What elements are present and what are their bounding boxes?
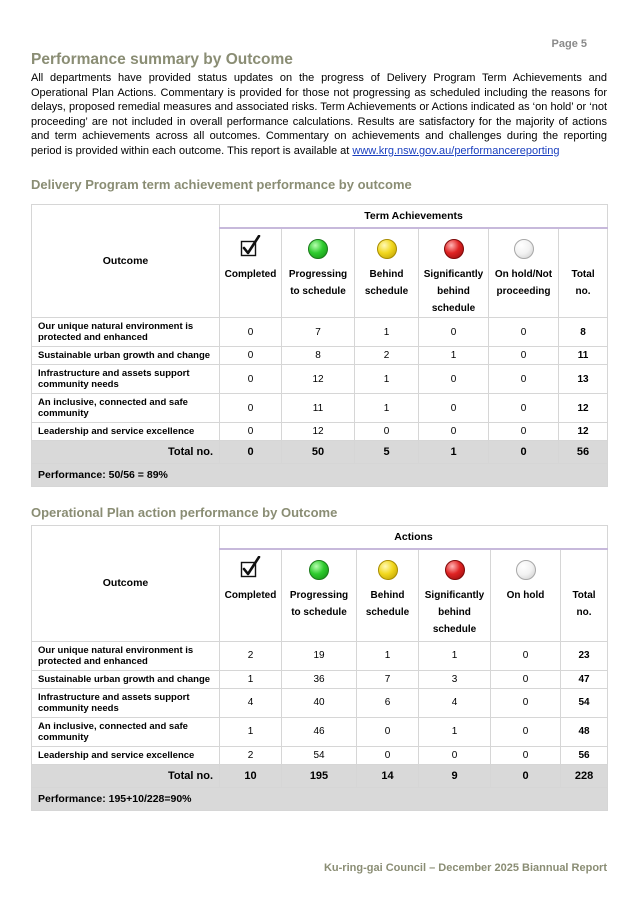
table-cell: 48 [561, 717, 608, 746]
column-header [355, 228, 419, 318]
column-header-line: Total [572, 590, 596, 601]
table-cell: 0 [419, 365, 489, 394]
column-header-line: behind [438, 607, 471, 618]
table-cell: 0 [357, 717, 419, 746]
table-cell: 0 [220, 318, 282, 347]
column-header-line: to schedule [290, 286, 346, 297]
actions-table [31, 525, 608, 811]
table-row [32, 670, 608, 688]
total-label: Total no. [32, 764, 220, 787]
total-row [32, 441, 608, 464]
table-cell: 0 [220, 394, 282, 423]
column-header-line: Completed [224, 269, 277, 280]
column-header [489, 228, 559, 318]
table-cell: 12 [282, 423, 355, 441]
table1-title: Delivery Program term achievement performance by outcome [31, 177, 412, 192]
page-number: Page 5 [551, 38, 587, 50]
column-header-line: schedule [365, 607, 410, 618]
column-header-line: On hold/Not [494, 269, 553, 280]
column-header [282, 228, 355, 318]
column-header-line: behind [437, 286, 470, 297]
table-cell: 54 [561, 688, 608, 717]
group-header: Term Achievements [220, 205, 608, 229]
column-header-line: Total [571, 269, 595, 280]
table-cell: 46 [282, 717, 357, 746]
column-header [561, 549, 608, 641]
table-cell: 2 [220, 641, 282, 670]
table-cell: 54 [282, 746, 357, 764]
table-cell: 0 [491, 717, 561, 746]
table2-title: Operational Plan action performance by Outcome [31, 505, 338, 520]
table-row [32, 746, 608, 764]
column-header-line: to schedule [291, 607, 347, 618]
outcome-name: An inclusive, connected and safe community [32, 394, 220, 423]
table-cell: 0 [357, 746, 419, 764]
total-cell: 10 [220, 764, 282, 787]
outcome-name: Infrastructure and assets support community needs [32, 365, 220, 394]
performance-summary: Performance: 195+10/228=90% [32, 787, 608, 810]
table-cell: 0 [489, 318, 559, 347]
table-cell: 6 [357, 688, 419, 717]
table-cell: 0 [220, 365, 282, 394]
total-cell: 5 [355, 441, 419, 464]
total-cell: 0 [489, 441, 559, 464]
table-row [32, 641, 608, 670]
total-cell: 228 [561, 764, 608, 787]
total-cell: 0 [220, 441, 282, 464]
term-achievement-table [31, 204, 608, 487]
outcome-name: Sustainable urban growth and change [32, 670, 220, 688]
table-cell: 8 [282, 347, 355, 365]
checkbox-tick-icon [240, 235, 262, 263]
table-cell: 1 [355, 365, 419, 394]
table-cell: 1 [355, 394, 419, 423]
intro-text: All departments have provided status updates on the progress of Delivery Program Term Achievements and Operational Plan Actions. Commentary is provided for those not progressing as scheduled including the reasons for delays, proposed remedial measures and associated risks. Term Achievements or Actions indicated as ‘on hold’ or ‘not proceeding’ are not included in overall performance calculations. Results are satisfactory for the majority of actions and term achievements across all outcomes. Commentary on achievements and challenges during the reporting period is provided within each outcome. This report is available at [31, 72, 607, 157]
table-cell: 0 [419, 318, 489, 347]
table-row [32, 394, 608, 423]
table-cell: 3 [419, 670, 491, 688]
column-header [220, 228, 282, 318]
table-cell: 0 [489, 423, 559, 441]
total-cell: 56 [559, 441, 608, 464]
white-circle-icon [516, 560, 536, 580]
table-cell: 7 [357, 670, 419, 688]
table-row [32, 688, 608, 717]
table-cell: 0 [489, 347, 559, 365]
outcome-header: Outcome [32, 526, 220, 642]
outcome-name: Leadership and service excellence [32, 423, 220, 441]
column-header [491, 549, 561, 641]
yellow-circle-icon [377, 239, 397, 259]
table-cell: 1 [355, 318, 419, 347]
total-row [32, 764, 608, 787]
table-row [32, 423, 608, 441]
table-cell: 0 [419, 746, 491, 764]
table-cell: 1 [357, 641, 419, 670]
yellow-circle-icon [378, 560, 398, 580]
column-header [357, 549, 419, 641]
table-cell: 0 [355, 423, 419, 441]
table-cell: 2 [355, 347, 419, 365]
column-header-line: Progressing [288, 269, 348, 280]
table-cell: 0 [419, 423, 489, 441]
column-header [419, 549, 491, 641]
table-cell: 7 [282, 318, 355, 347]
table-cell: 1 [419, 347, 489, 365]
table-cell: 2 [220, 746, 282, 764]
performance-reporting-link[interactable]: www.krg.nsw.gov.au/performancereporting [352, 144, 560, 157]
table-cell: 0 [419, 394, 489, 423]
total-cell: 1 [419, 441, 489, 464]
column-header-line: Completed [224, 590, 277, 601]
table-cell: 13 [559, 365, 608, 394]
table-cell: 36 [282, 670, 357, 688]
table-cell: 1 [220, 717, 282, 746]
table-cell: 40 [282, 688, 357, 717]
total-cell: 195 [282, 764, 357, 787]
white-circle-icon [514, 239, 534, 259]
column-header-line: Behind [369, 269, 404, 280]
column-header-line: Significantly [424, 590, 485, 601]
outcome-name: Leadership and service excellence [32, 746, 220, 764]
table-cell: 0 [220, 347, 282, 365]
group-header: Actions [220, 526, 608, 550]
column-header-line: no. [575, 286, 591, 297]
table-cell: 19 [282, 641, 357, 670]
table-row [32, 347, 608, 365]
table-row [32, 318, 608, 347]
red-circle-icon [445, 560, 465, 580]
page-heading: Performance summary by Outcome [31, 51, 293, 68]
table-cell: 0 [489, 394, 559, 423]
table-cell: 1 [220, 670, 282, 688]
table-row [32, 717, 608, 746]
column-header-line: On hold [506, 590, 545, 601]
checkbox-tick-icon [240, 556, 262, 584]
table-cell: 4 [419, 688, 491, 717]
total-cell: 14 [357, 764, 419, 787]
outcome-name: Our unique natural environment is protected and enhanced [32, 318, 220, 347]
total-cell: 9 [419, 764, 491, 787]
table-row [32, 365, 608, 394]
table-cell: 8 [559, 318, 608, 347]
table-cell: 12 [282, 365, 355, 394]
total-cell: 50 [282, 441, 355, 464]
green-circle-icon [308, 239, 328, 259]
table-cell: 0 [491, 746, 561, 764]
performance-row [32, 464, 608, 487]
column-header [419, 228, 489, 318]
column-header [282, 549, 357, 641]
table-cell: 47 [561, 670, 608, 688]
column-header-line: Behind [370, 590, 405, 601]
column-header-line: Progressing [289, 590, 349, 601]
total-label: Total no. [32, 441, 220, 464]
table-cell: 1 [419, 641, 491, 670]
column-header-line: schedule [432, 624, 477, 635]
green-circle-icon [309, 560, 329, 580]
total-cell: 0 [491, 764, 561, 787]
column-header-line: schedule [431, 303, 476, 314]
table-cell: 12 [559, 423, 608, 441]
table-cell: 12 [559, 394, 608, 423]
table-cell: 0 [491, 670, 561, 688]
column-header-line: proceeding [496, 286, 551, 297]
outcome-name: Infrastructure and assets support community needs [32, 688, 220, 717]
outcome-name: An inclusive, connected and safe community [32, 717, 220, 746]
table-cell: 11 [282, 394, 355, 423]
table-cell: 0 [491, 688, 561, 717]
outcome-name: Our unique natural environment is protected and enhanced [32, 641, 220, 670]
table-cell: 23 [561, 641, 608, 670]
footer: Ku-ring-gai Council – December 2025 Biannual Report [323, 862, 607, 874]
outcome-header: Outcome [32, 205, 220, 318]
intro-paragraph [31, 71, 607, 159]
column-header-line: Significantly [423, 269, 484, 280]
table-cell: 56 [561, 746, 608, 764]
table-cell: 11 [559, 347, 608, 365]
column-header-line: no. [576, 607, 592, 618]
performance-summary: Performance: 50/56 = 89% [32, 464, 608, 487]
table-cell: 4 [220, 688, 282, 717]
table-cell: 0 [491, 641, 561, 670]
column-header [559, 228, 608, 318]
table-cell: 0 [489, 365, 559, 394]
red-circle-icon [444, 239, 464, 259]
table-cell: 1 [419, 717, 491, 746]
performance-row [32, 787, 608, 810]
column-header [220, 549, 282, 641]
column-header-line: schedule [364, 286, 409, 297]
outcome-name: Sustainable urban growth and change [32, 347, 220, 365]
table-cell: 0 [220, 423, 282, 441]
